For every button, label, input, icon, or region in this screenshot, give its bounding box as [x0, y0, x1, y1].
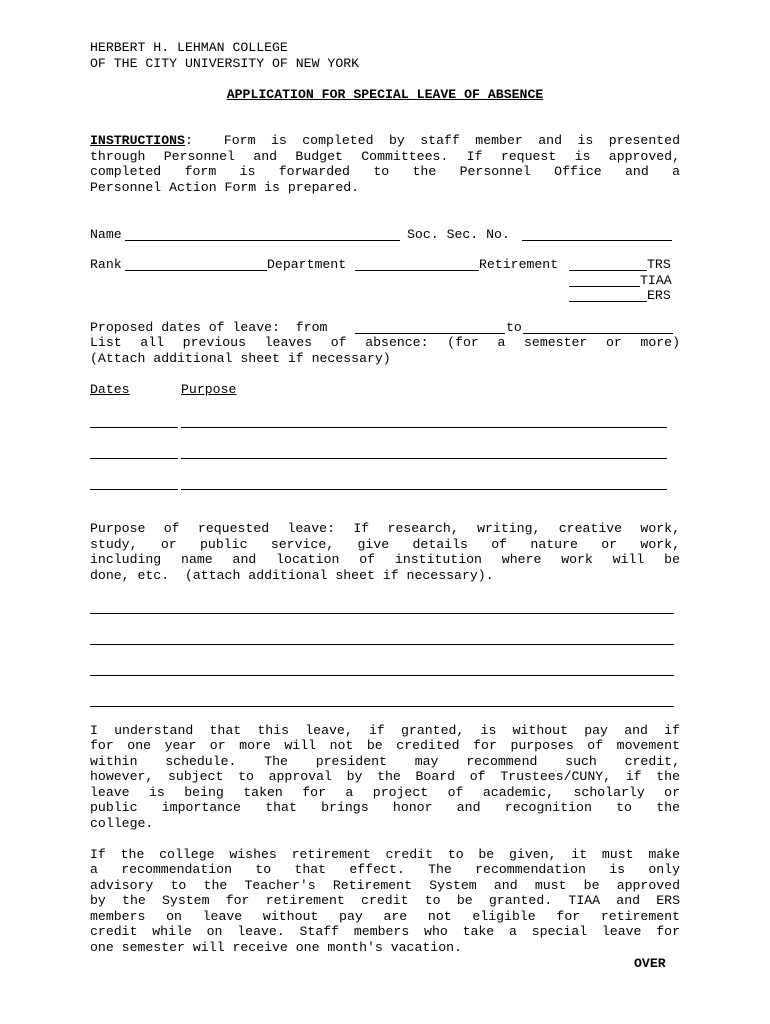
from-date-field[interactable]	[355, 333, 505, 334]
retirement-line2: a recommendation to that effect. The recommendation is only	[90, 862, 680, 877]
name-label: Name	[90, 227, 122, 242]
retirement-line5: members on leave without pay are not eligible for retirement	[90, 909, 680, 924]
purpose-request-line2: study, or public service, give details of nature or work,	[90, 537, 680, 552]
rank-label: Rank	[90, 257, 122, 272]
dates-column-header: Dates	[90, 382, 130, 397]
instructions-line4: Personnel Action Form is prepared.	[90, 180, 360, 195]
department-label: Department	[267, 257, 347, 272]
retirement-line6: credit while on leave. Staff members who take a special leave for	[90, 924, 680, 939]
proposed-dates-label: Proposed dates of leave: from	[90, 320, 328, 335]
tiaa-label: TIAA	[640, 273, 672, 288]
purpose-column-header: Purpose	[181, 382, 237, 397]
retirement-label: Retirement	[479, 257, 559, 272]
retirement-line4: by the System for retirement credit to be granted. TIAA and ERS	[90, 893, 680, 908]
ssn-field[interactable]	[522, 240, 672, 241]
tiaa-field[interactable]	[569, 286, 640, 287]
purpose-request-line1: Purpose of requested leave: If research, writing, creative work,	[90, 521, 680, 536]
previous-leave-date-field[interactable]	[90, 489, 178, 490]
over-label: OVER	[634, 956, 666, 971]
understand-line6: public importance that brings honor and recognition to the	[90, 800, 680, 815]
trs-label: TRS	[647, 257, 671, 272]
college-name-line1: HERBERT H. LEHMAN COLLEGE	[90, 40, 288, 55]
purpose-answer-field[interactable]	[90, 675, 674, 676]
understand-line7: college.	[90, 816, 154, 831]
purpose-request-line4: done, etc. (attach additional sheet if necessary).	[90, 568, 494, 583]
retirement-line7: one semester will receive one month's vacation.	[90, 940, 462, 955]
college-name-line2: OF THE CITY UNIVERSITY OF NEW YORK	[90, 56, 360, 71]
previous-leave-purpose-field[interactable]	[181, 427, 667, 428]
to-date-field[interactable]	[523, 333, 673, 334]
retirement-line1: If the college wishes retirement credit to be given, it must make	[90, 847, 680, 862]
previous-leave-purpose-field[interactable]	[181, 458, 667, 459]
department-field[interactable]	[355, 270, 479, 271]
previous-leaves-line: List all previous leaves of absence: (for a semester or more)	[90, 335, 680, 350]
instructions-label: INSTRUCTIONS	[90, 133, 185, 148]
ers-field[interactable]	[569, 301, 647, 302]
understand-line4: however, subject to approval by the Board of Trustees/CUNY, if the	[90, 769, 680, 784]
previous-leave-date-field[interactable]	[90, 458, 178, 459]
ers-label: ERS	[647, 288, 671, 303]
purpose-answer-field[interactable]	[90, 613, 674, 614]
understand-line2: for one year or more will not be credited for purposes of movement	[90, 738, 680, 753]
retirement-line3: advisory to the Teacher's Retirement System and must be approved	[90, 878, 680, 893]
previous-leave-date-field[interactable]	[90, 427, 178, 428]
instructions-line1: INSTRUCTIONS: Form is completed by staff member and is presented	[90, 133, 680, 148]
instructions-line3: completed form is forwarded to the Personnel Office and a	[90, 164, 680, 179]
trs-field[interactable]	[569, 270, 647, 271]
attach-note: (Attach additional sheet if necessary)	[90, 351, 391, 366]
instructions-text1: Form is completed by staff member and is presented	[223, 133, 680, 148]
understand-line5: leave is being taken for a project of academic, scholarly or	[90, 785, 680, 800]
rank-field[interactable]	[125, 270, 267, 271]
understand-line1: I understand that this leave, if granted, is without pay and if	[90, 723, 680, 738]
purpose-request-line3: including name and location of institution where work will be	[90, 552, 680, 567]
previous-leave-purpose-field[interactable]	[181, 489, 667, 490]
purpose-answer-field[interactable]	[90, 644, 674, 645]
name-field[interactable]	[125, 240, 400, 241]
instructions-line2: through Personnel and Budget Committees. If request is approved,	[90, 149, 680, 164]
ssn-label: Soc. Sec. No.	[407, 227, 510, 242]
to-label: to	[506, 320, 522, 335]
purpose-answer-field[interactable]	[90, 706, 674, 707]
understand-line3: within schedule. The president may recommend such credit,	[90, 754, 680, 769]
form-title: APPLICATION FOR SPECIAL LEAVE OF ABSENCE	[226, 87, 544, 102]
